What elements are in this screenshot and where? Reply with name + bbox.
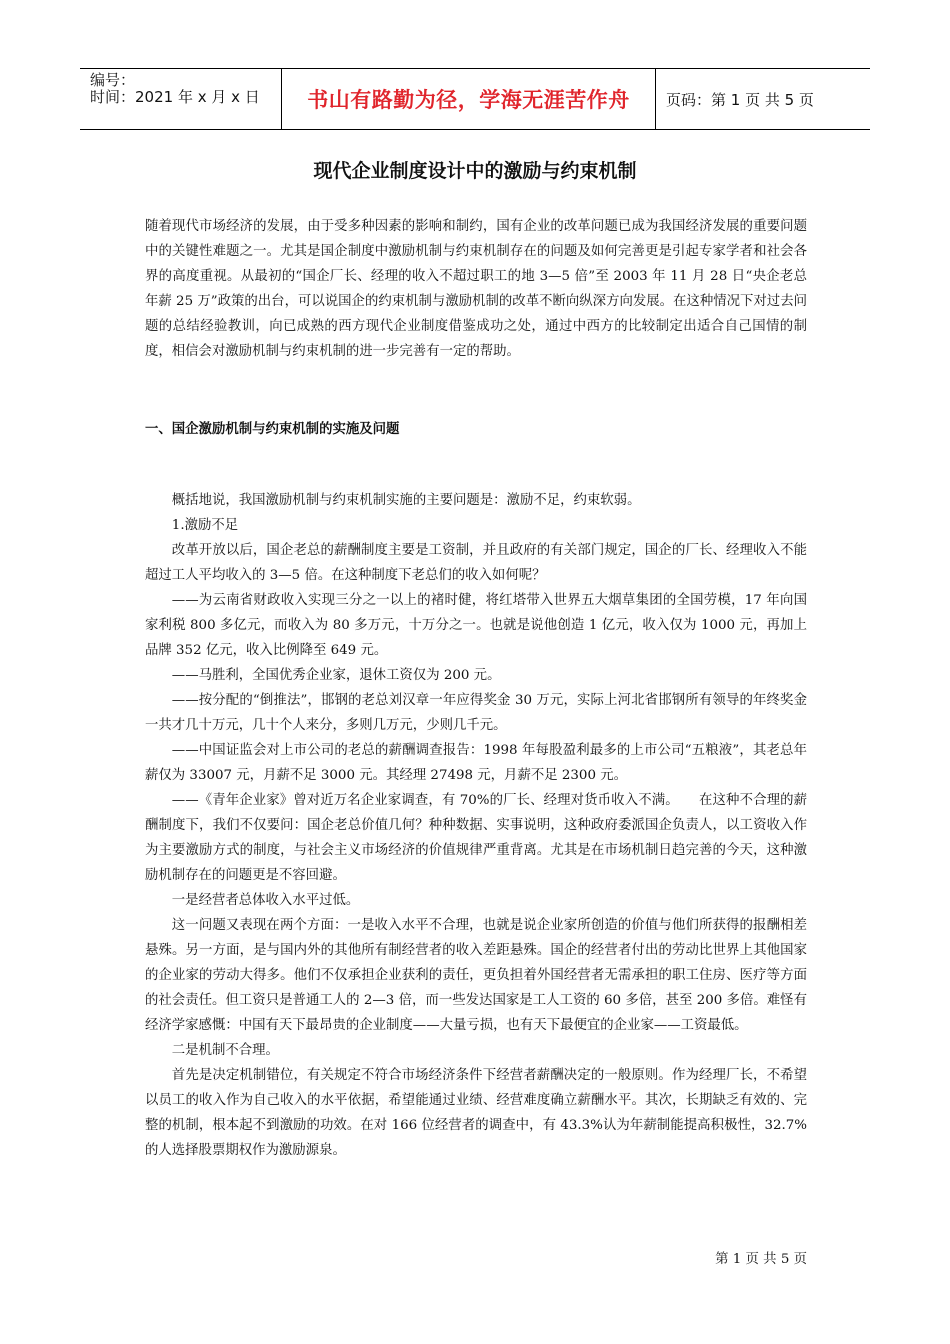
intro-paragraph: 随着现代市场经济的发展，由于受多种因素的影响和制约，国有企业的改革问题已成为我国经济发展的重要问题中的关键性难题之一。尤其是国企制度中激励机制与约束机制存在的问题及如何完善更是引起专家学者和社会各界的高度重视。从最初的“国企厂长、经理的收入不超过职工的地 3—5 倍”至 2003 年 11 月 28 日“央企老总年薪 25 万”政策的出台，可以说国企的约束机制与激励机制的改革不断向纵深方向发展。在这种情况下对过去问题的总结经验教训，向已成熟的西方现代企业制度借鉴成功之处，通过中西方的比较制定出适合自己国情的制度，相信会对激励机制与约束机制的进一步完善有一定的帮助。 (145, 219, 807, 359)
paragraph: 一是经营者总体收入水平过低。 (171, 893, 360, 908)
paragraph: 概括地说，我国激励机制与约束机制实施的主要问题是：激励不足，约束软弱。 (171, 493, 641, 508)
paragraph: ——《青年企业家》曾对近万名企业家调查，有 70%的厂长、经理对货币收入不满。 在这种不合理的薪酬制度下，我们不仅要问：国企老总价值几何？种种数据、实事说明，这种政府委派国企负责人，以工资收入作为主要激励方式的制度，与社会主义市场经济的价值规律严重背离。尤其是在市场机制日趋完善的今天，这种激励机制存在的问题更是不容回避。 (145, 793, 807, 883)
section-heading: 一、国企激励机制与约束机制的实施及问题 (145, 422, 400, 437)
section-body (145, 488, 807, 1163)
paragraph: 首先是决定机制错位，有关规定不符合市场经济条件下经营者薪酬决定的一般原则。作为经理厂长，不希望以员工的收入作为自己收入的水平依据，希望能通过业绩、经营难度确立薪酬水平。其次，长期缺乏有效的、完整的机制，根本起不到激励的功效。在对 166 位经营者的调查中，有 43.3%认为年薪制能提高积极性，32.7%的人选择股票期权作为激励源泉。 (145, 1068, 807, 1158)
paragraph: ——按分配的“倒推法”，邯钢的老总刘汉章一年应得奖金 30 万元，实际上河北省邯钢所有领导的年终奖金一共才几十万元，几十个人来分，多则几万元，少则几千元。 (145, 693, 807, 733)
paragraph: 改革开放以后，国企老总的薪酬制度主要是工资制，并且政府的有关部门规定，国企的厂长、经理收入不能超过工人平均收入的 3—5 倍。在这种制度下老总们的收入如何呢？ (145, 543, 807, 583)
footer-page-number: 第 1 页 共 5 页 (715, 1252, 807, 1267)
paragraph: ——为云南省财政收入实现三分之一以上的褚时健，将红塔带入世界五大烟草集团的全国劳模，17 年向国家利税 800 多亿元，而收入为 80 多万元，十万分之一。也就是说他创造 1 亿元，收入仅为 1000 元，再加上品牌 352 亿元，收入比例降至 649 元。 (145, 593, 807, 658)
header-page-number: 页码：第 1 页 共 5 页 (666, 90, 814, 109)
header-meta (80, 69, 282, 129)
date-label: 时间：2021 年 x 月 x 日 (90, 88, 260, 106)
document-header (80, 68, 870, 130)
paragraph: 这一问题又表现在两个方面：一是收入水平不合理，也就是说企业家所创造的价值与他们所获得的报酬相差悬殊。另一方面，是与国内外的其他所有制经营者的收入差距悬殊。国企的经营者付出的劳动比世界上其他国家的企业家的劳动大得多。他们不仅承担企业获利的责任，更负担着外国经营者无需承担的职工住房、医疗等方面的社会责任。但工资只是普通工人的 2—3 倍，而一些发达国家是工人工资的 60 多倍，甚至 200 多倍。难怪有经济学家感慨：中国有天下最昂贵的企业制度——大量亏损，也有天下最便宜的企业家——工资最低。 (145, 918, 807, 1033)
serial-label: 编号： (90, 71, 136, 89)
subheading: 1.激励不足 (171, 518, 239, 533)
document-title: 现代企业制度设计中的激励与约束机制 (313, 160, 637, 182)
paragraph: ——中国证监会对上市公司的老总的薪酬调查报告：1998 年每股盈利最多的上市公司“五粮液”，其老总年薪仅为 33007 元，月薪不足 3000 元。其经理 27498 元，月薪不足 2300 元。 (145, 743, 807, 783)
header-motto: 书山有路勤为径，学海无涯苦作舟 (282, 69, 656, 129)
paragraph: ——马胜利，全国优秀企业家，退休工资仅为 200 元。 (171, 668, 501, 683)
paragraph: 二是机制不合理。 (171, 1043, 279, 1058)
